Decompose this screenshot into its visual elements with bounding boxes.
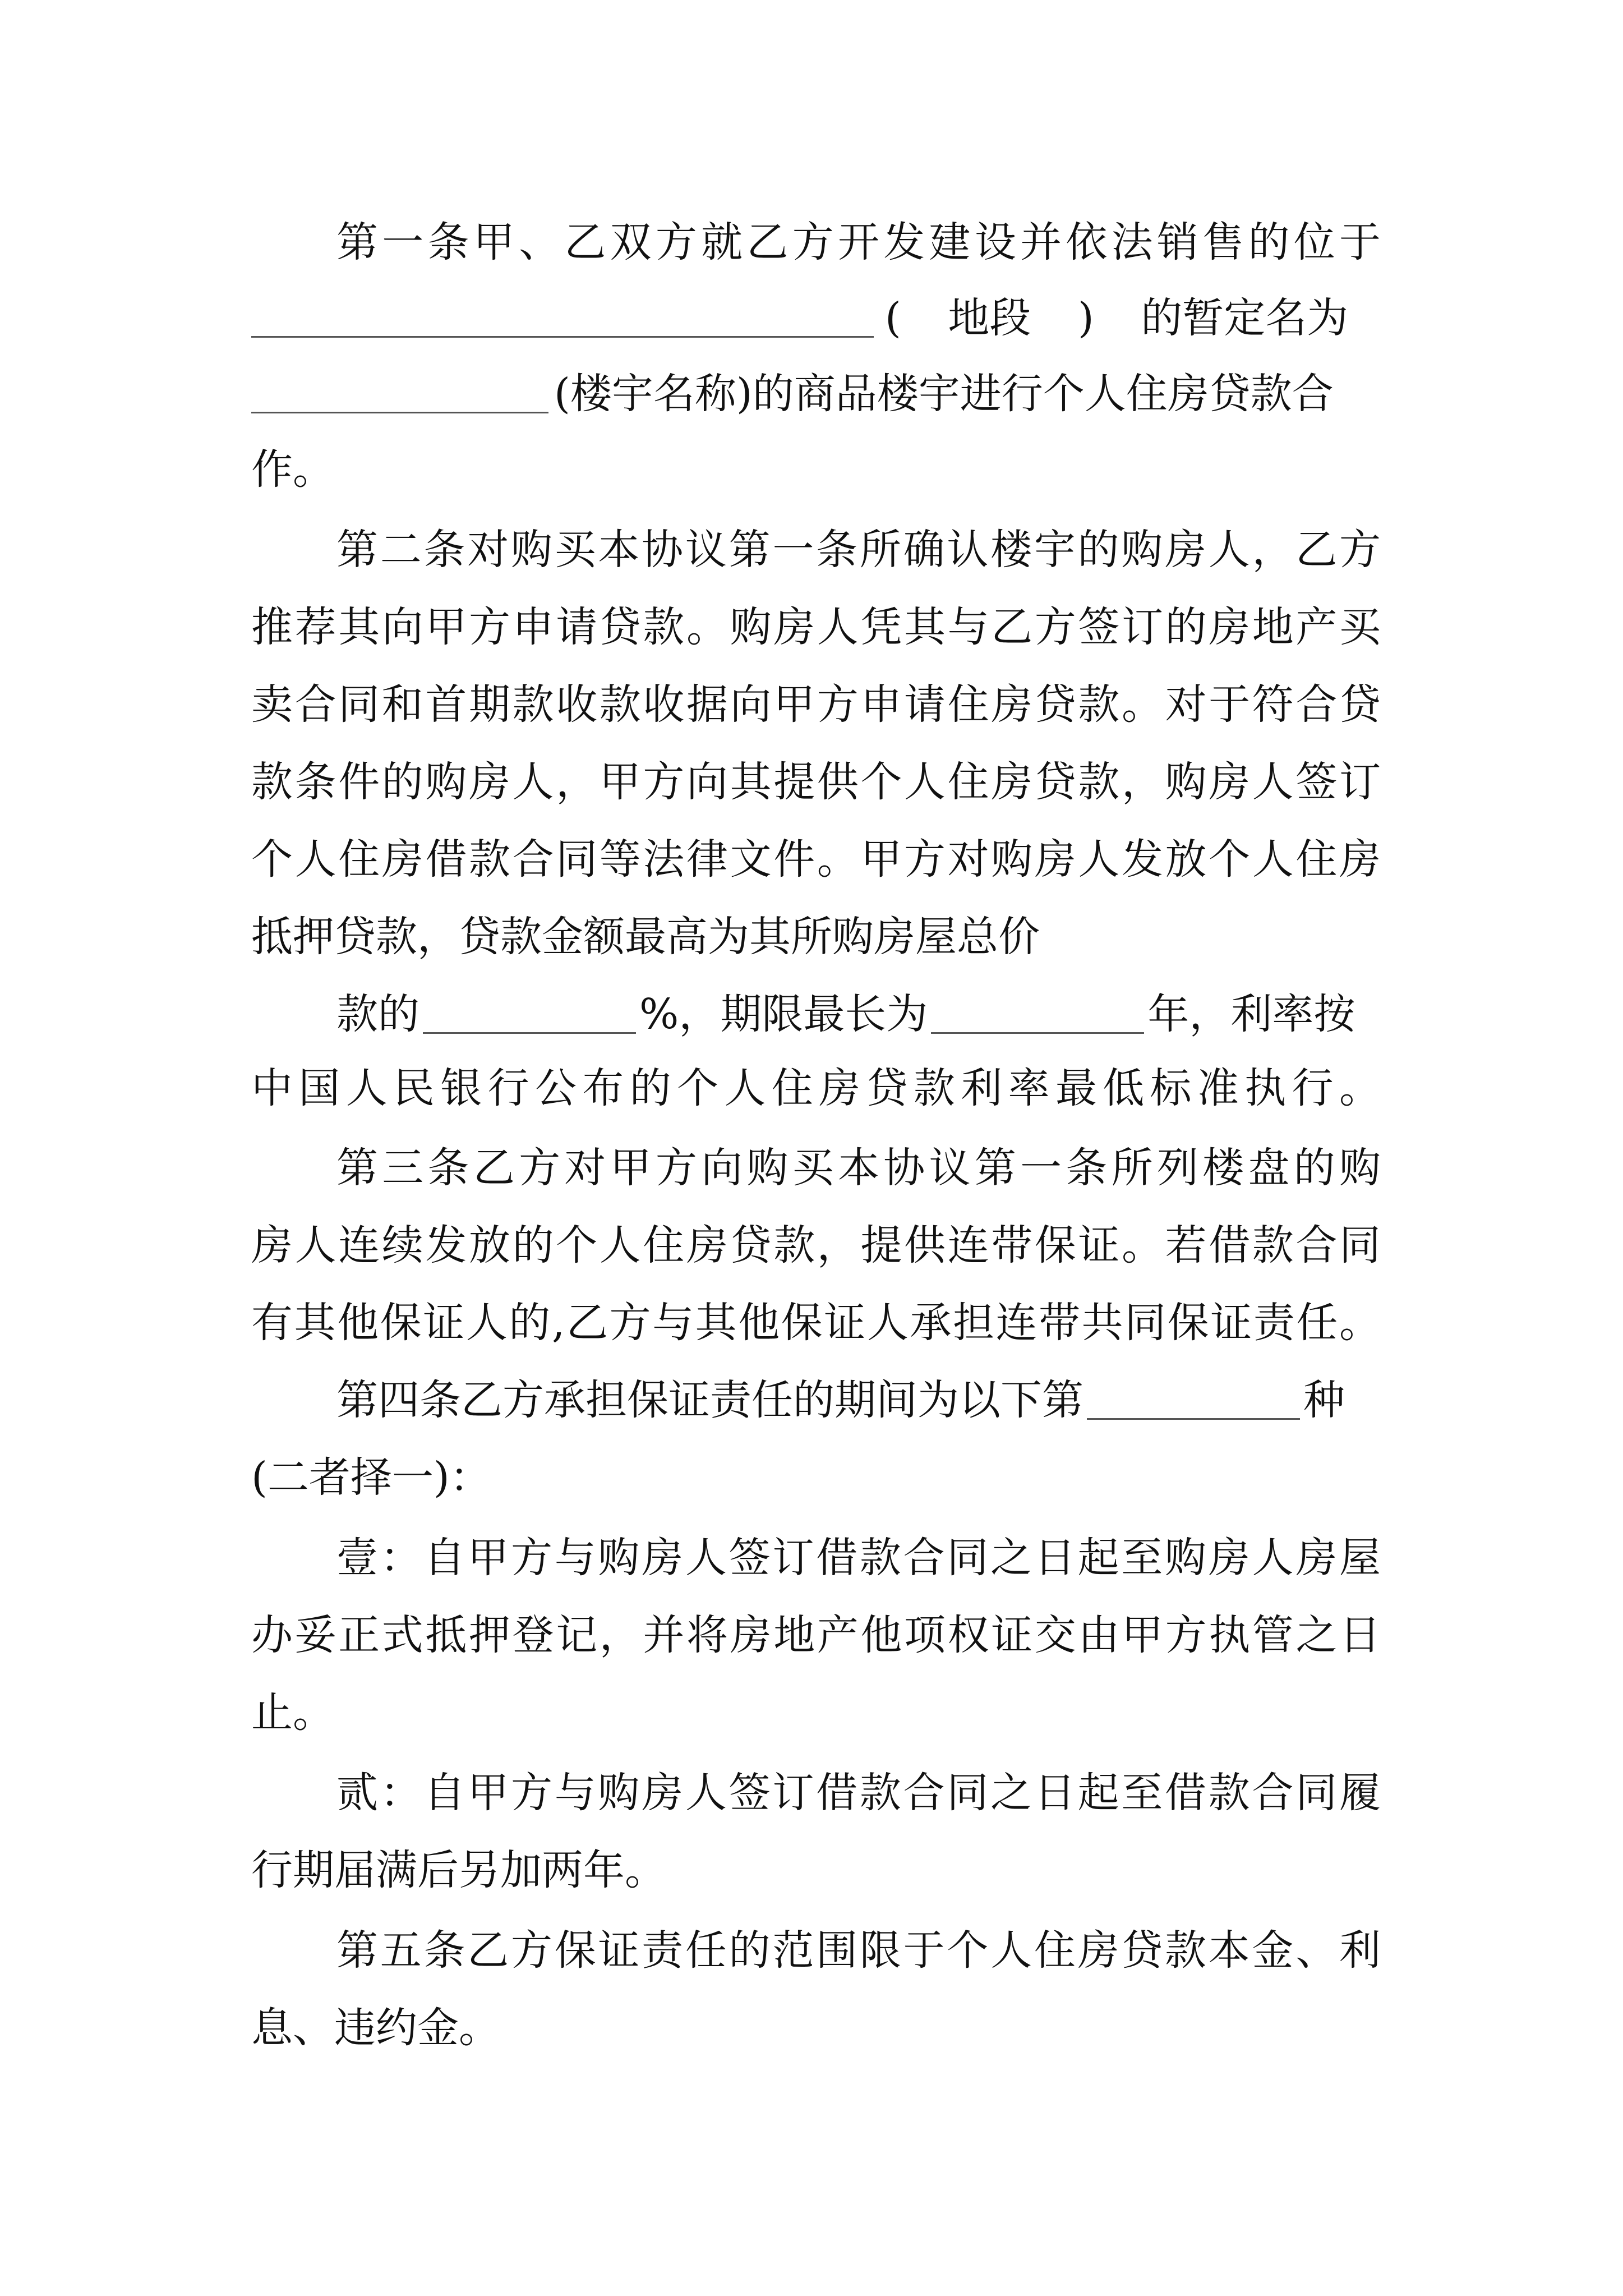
option-2-text: 行期届满后另加两年。 xyxy=(251,1846,666,1894)
article-2-line-7 xyxy=(336,986,1381,1042)
article-1-line-1 xyxy=(336,214,1385,270)
article-3-text: 第三条乙方对甲方向购买本协议第一条所列楼盘的购 xyxy=(336,1144,1385,1192)
loan-ratio-prefix: 款的 xyxy=(336,990,419,1038)
article-3-text: 房人连续发放的个人住房贷款，提供连带保证。若借款合同 xyxy=(251,1221,1383,1269)
article-3-line-2 xyxy=(251,1217,1381,1273)
article-2-line-4 xyxy=(251,754,1381,810)
loan-term-prefix: %，期限最长为 xyxy=(639,990,928,1038)
article-3-line-1 xyxy=(336,1140,1385,1196)
option-1-text: 办妥正式抵押登记，并将房地产他项权证交由甲方执管之日 xyxy=(251,1611,1383,1659)
article-2-line-1 xyxy=(336,522,1381,578)
building-name-suffix-text: (楼宇名称)的商品楼宇进行个人住房贷款合 xyxy=(554,370,1334,418)
option-2-text: 贰：自甲方与购房人签订借款合同之日起至借款合同履 xyxy=(336,1769,1383,1817)
option-1-text: 壹：自甲方与购房人签订借款合同之日起至购房人房屋 xyxy=(336,1534,1383,1582)
location-suffix-text: ( 地段 ) 的暂定名为 xyxy=(885,294,1349,342)
article-2-text: 第二条对购买本协议第一条所确认楼宇的购房人，乙方 xyxy=(336,526,1383,574)
guarantee-period-option-blank[interactable] xyxy=(1087,1381,1300,1420)
article-1-line-3 xyxy=(251,366,1334,422)
interest-rate-text: 年，利率按 xyxy=(1147,990,1355,1038)
article-4-text: 种 xyxy=(1303,1376,1345,1424)
article-2-text: 中国人民银行公布的个人住房贷款利率最低标准执行。 xyxy=(251,1064,1387,1112)
article-1-end-text: 作。 xyxy=(251,445,334,494)
article-4-line-2 xyxy=(251,1450,491,1506)
article-2-text: 推荐其向甲方申请贷款。购房人凭其与乙方签订的房地产买 xyxy=(251,603,1383,651)
article-4-text: (二者择一)： xyxy=(251,1453,491,1502)
building-name-blank[interactable] xyxy=(251,375,548,413)
article-4-text: 第四条乙方承担保证责任的期间为以下第 xyxy=(336,1376,1083,1424)
article-2-line-3 xyxy=(251,677,1381,733)
article-4-line-1 xyxy=(336,1372,1345,1428)
article-2-line-2 xyxy=(251,599,1381,655)
article-2-line-8 xyxy=(251,1060,1387,1116)
article-1-line-2 xyxy=(251,290,1381,346)
article-1-text: 第一条甲、乙双方就乙方开发建设并依法销售的位于 xyxy=(336,218,1385,266)
article-5-line-1 xyxy=(336,1922,1381,1978)
loan-term-blank[interactable] xyxy=(931,995,1144,1034)
article-3-text: 有其他保证人的,乙方与其他保证人承担连带共同保证责任。 xyxy=(251,1299,1382,1347)
article-2-line-6 xyxy=(251,909,1040,965)
article-3-line-3 xyxy=(251,1295,1381,1351)
option-2-line-1 xyxy=(336,1765,1381,1821)
option-2-line-2 xyxy=(251,1842,666,1898)
article-5-line-2 xyxy=(251,2000,500,2056)
location-blank[interactable] xyxy=(251,299,874,338)
option-1-line-3 xyxy=(251,1685,334,1741)
article-2-text: 个人住房借款合同等法律文件。甲方对购房人发放个人住房 xyxy=(251,835,1383,884)
option-1-line-2 xyxy=(251,1607,1381,1663)
article-2-line-5 xyxy=(251,831,1381,887)
option-1-text: 止。 xyxy=(251,1688,334,1737)
option-1-line-1 xyxy=(336,1530,1381,1586)
article-5-text: 第五条乙方保证责任的范围限于个人住房贷款本金、利 xyxy=(336,1926,1383,1975)
article-2-text: 抵押贷款，贷款金额最高为其所购房屋总价 xyxy=(251,913,1040,961)
loan-ratio-blank[interactable] xyxy=(423,995,636,1034)
article-1-line-4 xyxy=(251,441,334,498)
article-2-text: 款条件的购房人，甲方向其提供个人住房贷款，购房人签订 xyxy=(251,758,1383,806)
article-2-text: 卖合同和首期款收款收据向甲方申请住房贷款。对于符合贷 xyxy=(251,680,1383,729)
article-5-text: 息、违约金。 xyxy=(251,2004,500,2052)
